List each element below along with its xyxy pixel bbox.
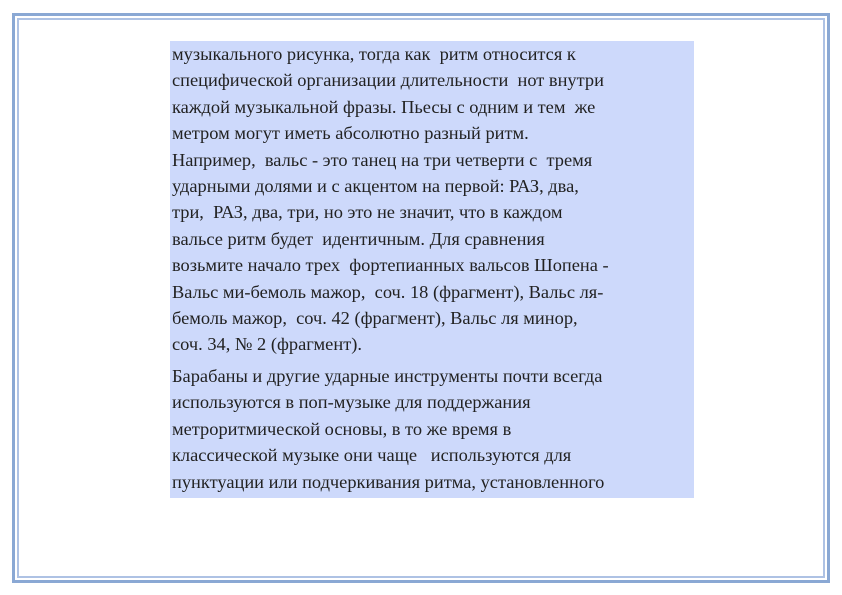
paragraph-1 (172, 41, 688, 358)
text-box (170, 41, 694, 498)
text-line: классической музыке они чаще используются для (172, 445, 572, 466)
text-line: вальсе ритм будет идентичным. Для сравнения (172, 228, 545, 249)
paragraph-2 (172, 363, 688, 495)
text-line: каждой музыкальной фразы. Пьесы с одним и тем же (172, 96, 596, 117)
text-line: соч. 34, № 2 (фрагмент). (172, 334, 362, 355)
text-line: Барабаны и другие ударные инструменты почти всегда (172, 365, 603, 386)
text-line: метром могут иметь абсолютно разный ритм. (172, 123, 529, 144)
text-line: три, РАЗ, два, три, но это не значит, что в каждом (172, 202, 563, 223)
text-line: возьмите начало трех фортепианных вальсов Шопена - (172, 255, 609, 276)
text-line: Например, вальс - это танец на три четверти с тремя (172, 149, 593, 170)
text-line: используются в поп-музыке для поддержания (172, 392, 531, 413)
text-line: Вальс ми-бемоль мажор, соч. 18 (фрагмент), Вальс ля- (172, 281, 604, 302)
text-line: бемоль мажор, соч. 42 (фрагмент), Вальс ля минор, (172, 308, 578, 329)
text-line: метроритмической основы, в то же время в (172, 418, 512, 439)
text-line: ударными долями и с акцентом на первой: РАЗ, два, (172, 176, 579, 197)
text-line: специфической организации длительности нот внутри (172, 70, 604, 91)
text-line: пунктуации или подчеркивания ритма, установленного (172, 471, 605, 492)
text-line: музыкального рисунка, тогда как ритм относится к (172, 44, 576, 64)
